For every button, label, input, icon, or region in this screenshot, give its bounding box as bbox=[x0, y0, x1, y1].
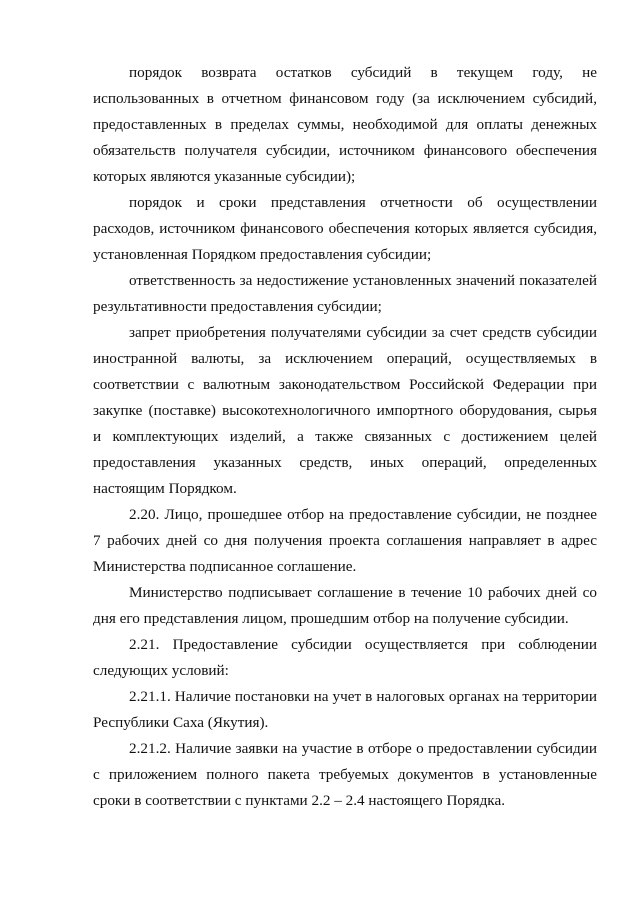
document-body bbox=[93, 60, 597, 814]
paragraph-ministry-signing: Министерство подписывает соглашение в течение 10 рабочих дней со дня его представления лицом, прошедшим отбор на получение субсидии. bbox=[93, 584, 597, 627]
paragraph-2-21: 2.21. Предоставление субсидии осуществляется при соблюдении следующих условий: bbox=[93, 636, 597, 679]
paragraph-2-21-1: 2.21.1. Наличие постановки на учет в налоговых органах на территории Республики Саха (Якутия). bbox=[93, 688, 597, 731]
paragraph-2-21-2: 2.21.2. Наличие заявки на участие в отборе о предоставлении субсидии с приложением полного пакета требуемых документов в установленные сроки в соответствии с пунктами 2.2 – 2.4 настоящего Порядка. bbox=[93, 740, 597, 809]
paragraph-responsibility: ответственность за недостижение установленных значений показателей результативности предоставления субсидии; bbox=[93, 272, 597, 315]
paragraph-2-20: 2.20. Лицо, прошедшее отбор на предоставление субсидии, не позднее 7 рабочих дней со дня получения проекта соглашения направляет в адрес Министерства подписанное соглашение. bbox=[93, 506, 597, 575]
paragraph-currency-ban: запрет приобретения получателями субсидии за счет средств субсидии иностранной валюты, за исключением операций, осуществляемых в соответствии с валютным законодательством Российской Федерации при закупке (поставке) высокотехнологичного импортного оборудования, сырья и комплектующих изделий, а также связанных с достижением целей предоставления указанных средств, иных операций, определенных настоящим Порядком. bbox=[93, 324, 597, 497]
paragraph-reporting-procedure: порядок и сроки представления отчетности об осуществлении расходов, источником финансового обеспечения которых является субсидия, установленная Порядком предоставления субсидии; bbox=[93, 194, 597, 263]
paragraph-refund-procedure: порядок возврата остатков субсидий в текущем году, не использованных в отчетном финансовом году (за исключением субсидий, предоставленных в пределах суммы, необходимой для оплаты денежных обязательств получателя субсидии, источником финансового обеспечения которых являются указанные субсидии); bbox=[93, 64, 597, 185]
